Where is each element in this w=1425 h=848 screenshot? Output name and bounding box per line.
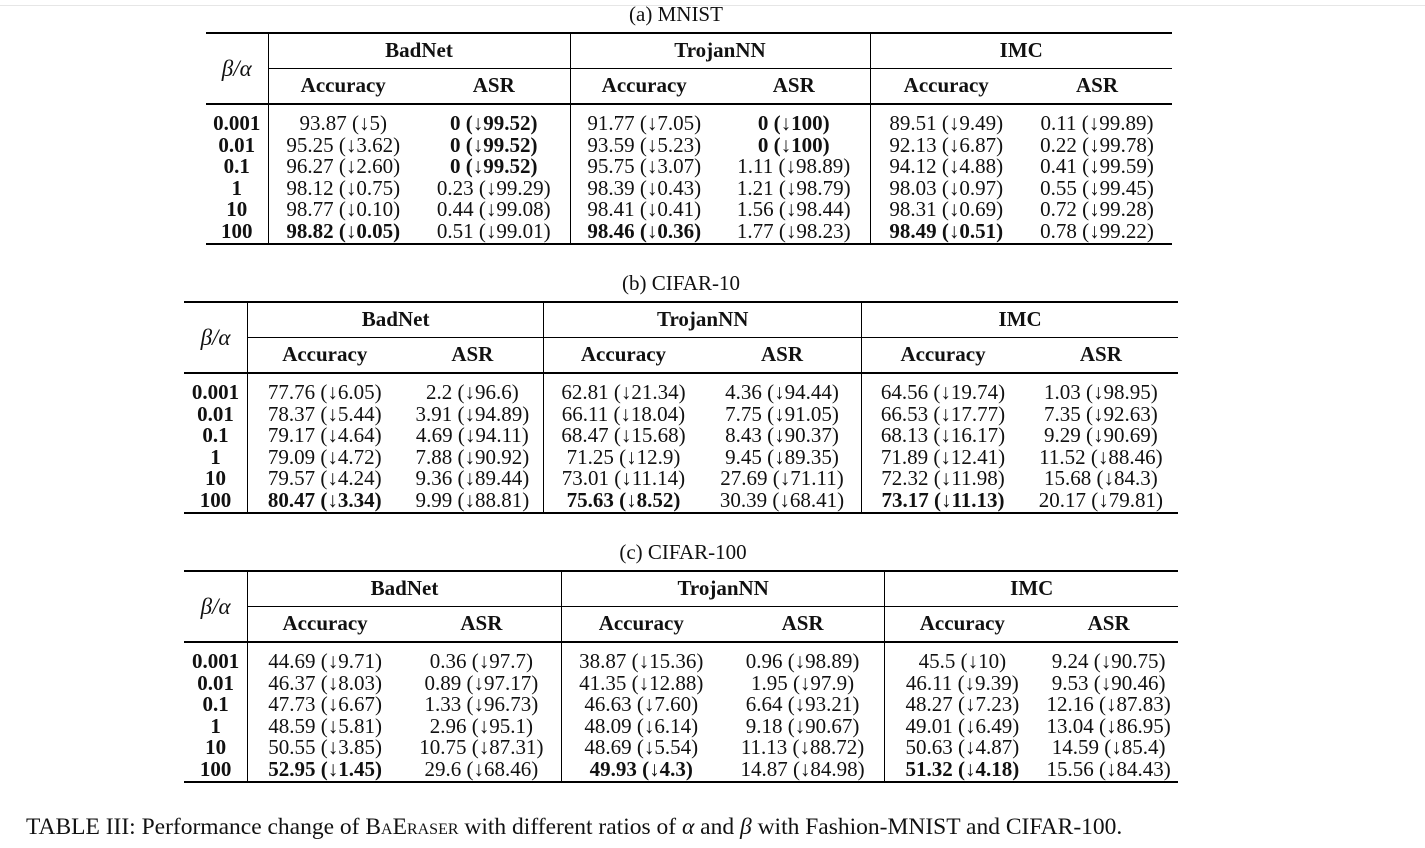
table-cell: 0 (↓100) (718, 135, 870, 157)
column-header: ASR (1022, 69, 1172, 105)
table-cell: 89.51 (↓9.49) (889, 111, 1004, 135)
table-row (184, 468, 1178, 490)
column-header-row (206, 69, 1172, 105)
row-label: 0.01 (206, 135, 268, 157)
row-label: 1 (206, 178, 268, 200)
group-header: IMC (870, 33, 1172, 69)
table-cell: 93.87 (↓5) (299, 111, 387, 135)
column-header: Accuracy (248, 607, 402, 643)
caption-beta: β (739, 814, 752, 840)
table-cell: 9.29 (↓90.69) (1044, 423, 1158, 448)
group-header: BadNet (268, 33, 570, 69)
table-cell: 98.49 (↓0.51) (870, 221, 1022, 244)
table-cell: 93.59 (↓5.23) (587, 132, 702, 157)
table-cell: 27.69 (↓71.11) (703, 468, 862, 490)
caption-method-name: BaEraser (365, 814, 459, 840)
column-header: ASR (721, 607, 885, 643)
table-cell: 7.88 (↓90.92) (401, 447, 543, 469)
results-table (206, 32, 1172, 245)
table-row (184, 651, 1178, 673)
table-row (184, 759, 1178, 782)
table-cell: 78.37 (↓5.44) (267, 401, 382, 426)
row-label: 100 (184, 490, 248, 513)
table-cell: 1.56 (↓98.44) (718, 199, 870, 221)
group-header: BadNet (248, 571, 562, 607)
table-row (184, 382, 1178, 404)
table-cell: 0 (↓99.52) (418, 135, 570, 157)
table-cell: 96.27 (↓2.60) (286, 154, 401, 179)
table-cell: 0 (↓99.52) (418, 113, 570, 135)
table-cell: 79.57 (↓4.24) (267, 466, 382, 491)
table-cell: 98.31 (↓0.69) (889, 197, 1004, 222)
row-label: 0.01 (184, 673, 248, 695)
row-label: 100 (206, 221, 268, 244)
row-label: 0.1 (206, 156, 268, 178)
table-cell: 77.76 (↓6.05) (267, 380, 382, 404)
table-row (184, 716, 1178, 738)
subtable-caption: (c) CIFAR-100 (619, 540, 747, 564)
table-cell: 0.96 (↓98.89) (721, 651, 885, 673)
column-header: ASR (1024, 338, 1178, 374)
table-cell: 0.41 (↓99.59) (1040, 154, 1154, 179)
table-cell: 2.2 (↓96.6) (401, 382, 543, 404)
column-header: ASR (402, 607, 561, 643)
group-header: BadNet (248, 302, 544, 338)
row-label: 0.1 (184, 694, 248, 716)
table-cell: 1.77 (↓98.23) (718, 221, 870, 244)
row-label: 10 (206, 199, 268, 221)
table-cell: 48.59 (↓5.81) (268, 713, 382, 738)
table-cell: 20.17 (↓79.81) (1024, 490, 1178, 513)
table-cell: 4.69 (↓94.11) (401, 425, 543, 447)
table-cell: 9.18 (↓90.67) (721, 716, 885, 738)
table-cell: 94.12 (↓4.88) (889, 154, 1004, 179)
table-cell: 14.87 (↓84.98) (721, 759, 885, 782)
row-label: 1 (184, 716, 248, 738)
column-header: ASR (418, 69, 570, 105)
results-table (184, 301, 1178, 514)
group-header: TrojanNN (570, 33, 870, 69)
table-row (206, 156, 1172, 178)
table-row (184, 673, 1178, 695)
column-header-row (184, 607, 1178, 643)
table-cell: 29.6 (↓68.46) (402, 759, 561, 782)
table-cell: 0.11 (↓99.89) (1040, 111, 1154, 135)
table-cell: 98.46 (↓0.36) (570, 221, 718, 244)
table-caption (26, 814, 1122, 841)
column-header: ASR (401, 338, 543, 374)
table-cell: 46.63 (↓7.60) (584, 692, 699, 717)
caption-prefix: TABLE III: Performance change of (26, 814, 366, 840)
caption-alpha: α (681, 814, 695, 840)
column-header: Accuracy (268, 69, 418, 105)
table-cell: 47.73 (↓6.67) (268, 692, 382, 717)
table-cell: 0.44 (↓99.08) (418, 199, 570, 221)
results-table (184, 570, 1178, 783)
table-cell: 11.52 (↓88.46) (1039, 444, 1163, 469)
table-cell: 12.16 (↓87.83) (1046, 692, 1171, 717)
table-cell: 66.53 (↓17.77) (880, 401, 1006, 426)
table-cell: 73.01 (↓11.14) (561, 466, 686, 491)
table-cell: 95.25 (↓3.62) (286, 132, 401, 157)
table-cell: 15.56 (↓84.43) (1039, 759, 1178, 782)
table-cell: 79.17 (↓4.64) (267, 423, 382, 448)
table-cell: 51.32 (↓4.18) (885, 759, 1039, 782)
table-row (184, 447, 1178, 469)
group-header: TrojanNN (544, 302, 862, 338)
table-cell: 3.91 (↓94.89) (401, 404, 543, 426)
table-cell: 49.93 (↓4.3) (561, 759, 720, 782)
table-cell: 71.25 (↓12.9) (566, 444, 681, 469)
row-label: 10 (184, 737, 248, 759)
table-cell: 6.64 (↓93.21) (721, 694, 885, 716)
table-cell: 0 (↓100) (718, 113, 870, 135)
table-cell: 48.09 (↓6.14) (584, 713, 699, 738)
column-header: ASR (718, 69, 870, 105)
table-cell: 1.33 (↓96.73) (402, 694, 561, 716)
table-cell: 10.75 (↓87.31) (402, 737, 561, 759)
table-cell: 9.45 (↓89.35) (703, 447, 862, 469)
table-cell: 95.75 (↓3.07) (587, 154, 702, 179)
column-header: Accuracy (885, 607, 1039, 643)
table-cell: 9.99 (↓88.81) (401, 490, 543, 513)
table-cell: 0.51 (↓99.01) (418, 221, 570, 244)
table-cell: 98.82 (↓0.05) (268, 221, 418, 244)
table-cell: 75.63 (↓8.52) (544, 490, 703, 513)
row-header-beta-alpha: β/α (184, 571, 248, 642)
table-cell: 9.36 (↓89.44) (401, 468, 543, 490)
subtable-caption: (b) CIFAR-10 (621, 271, 741, 295)
table-row (184, 425, 1178, 447)
table-cell: 1.21 (↓98.79) (718, 178, 870, 200)
table-cell: 1.11 (↓98.89) (718, 156, 870, 178)
group-header: IMC (862, 302, 1178, 338)
table-cell: 91.77 (↓7.05) (587, 111, 702, 135)
table-row (206, 199, 1172, 221)
table-cell: 80.47 (↓3.34) (248, 490, 402, 513)
table-row (184, 490, 1178, 513)
table-cell: 9.53 (↓90.46) (1051, 670, 1166, 695)
table-row (206, 135, 1172, 157)
group-header-row (184, 302, 1178, 338)
row-label: 0.001 (184, 382, 248, 404)
row-label: 1 (184, 447, 248, 469)
table-row (206, 113, 1172, 135)
table-cell: 0.89 (↓97.17) (402, 673, 561, 695)
row-label: 100 (184, 759, 248, 782)
column-header: ASR (703, 338, 862, 374)
table-cell: 50.55 (↓3.85) (268, 735, 382, 760)
group-header: IMC (885, 571, 1178, 607)
caption-suffix: with Fashion-MNIST and CIFAR-100. (751, 814, 1123, 840)
table-cell: 48.27 (↓7.23) (905, 692, 1020, 717)
table-cell: 92.13 (↓6.87) (889, 132, 1004, 157)
table-cell: 98.41 (↓0.41) (587, 197, 702, 222)
table-cell: 68.47 (↓15.68) (561, 423, 686, 448)
row-label: 0.1 (184, 425, 248, 447)
table-row (206, 221, 1172, 244)
column-header: Accuracy (870, 69, 1022, 105)
table-cell: 2.96 (↓95.1) (402, 716, 561, 738)
row-header-beta-alpha: β/α (184, 302, 248, 373)
column-header: Accuracy (248, 338, 402, 374)
table-cell: 46.37 (↓8.03) (268, 670, 382, 695)
table-cell: 52.95 (↓1.45) (248, 759, 402, 782)
table-cell: 73.17 (↓11.13) (862, 490, 1024, 513)
table-cell: 0.55 (↓99.45) (1040, 175, 1154, 200)
table-cell: 1.95 (↓97.9) (721, 673, 885, 695)
table-row (184, 404, 1178, 426)
group-header: TrojanNN (561, 571, 885, 607)
table-cell: 68.13 (↓16.17) (880, 423, 1006, 448)
table-cell: 98.12 (↓0.75) (286, 175, 401, 200)
subtable-caption: (a) MNIST (629, 2, 723, 26)
table-cell: 38.87 (↓15.36) (579, 649, 704, 673)
table-cell: 14.59 (↓85.4) (1051, 735, 1166, 760)
row-label: 10 (184, 468, 248, 490)
table-cell: 62.81 (↓21.34) (561, 380, 686, 404)
table-cell: 50.63 (↓4.87) (905, 735, 1020, 760)
caption-text-2: and (694, 814, 740, 840)
table-row (206, 178, 1172, 200)
table-cell: 71.89 (↓12.41) (880, 444, 1006, 469)
column-header: Accuracy (561, 607, 720, 643)
table-cell: 44.69 (↓9.71) (268, 649, 382, 673)
column-header: Accuracy (570, 69, 718, 105)
table-cell: 41.35 (↓12.88) (579, 670, 704, 695)
table-cell: 98.39 (↓0.43) (587, 175, 702, 200)
table-cell: 11.13 (↓88.72) (721, 737, 885, 759)
table-cell: 0.23 (↓99.29) (418, 178, 570, 200)
table-row (184, 737, 1178, 759)
table-cell: 0.78 (↓99.22) (1022, 221, 1172, 244)
table-cell: 8.43 (↓90.37) (703, 425, 862, 447)
row-label: 0.001 (184, 651, 248, 673)
row-label: 0.001 (206, 113, 268, 135)
column-header-row (184, 338, 1178, 374)
table-cell: 0.36 (↓97.7) (402, 651, 561, 673)
column-header: Accuracy (862, 338, 1024, 374)
table-cell: 66.11 (↓18.04) (561, 401, 686, 426)
table-cell: 0.72 (↓99.28) (1040, 197, 1154, 222)
table-cell: 64.56 (↓19.74) (880, 380, 1006, 404)
column-header: Accuracy (544, 338, 703, 374)
table-cell: 9.24 (↓90.75) (1051, 649, 1166, 673)
table-cell: 1.03 (↓98.95) (1044, 380, 1158, 404)
table-cell: 98.03 (↓0.97) (889, 175, 1004, 200)
table-cell: 49.01 (↓6.49) (905, 713, 1020, 738)
table-cell: 7.35 (↓92.63) (1044, 401, 1158, 426)
group-header-row (184, 571, 1178, 607)
caption-text-1: with different ratios of (458, 814, 682, 840)
table-cell: 13.04 (↓86.95) (1046, 713, 1171, 738)
table-cell: 98.77 (↓0.10) (286, 197, 401, 222)
table-cell: 4.36 (↓94.44) (703, 382, 862, 404)
row-label: 0.01 (184, 404, 248, 426)
table-cell: 72.32 (↓11.98) (881, 466, 1005, 491)
group-header-row (206, 33, 1172, 69)
table-cell: 48.69 (↓5.54) (584, 735, 699, 760)
row-header-beta-alpha: β/α (206, 33, 268, 104)
table-cell: 7.75 (↓91.05) (703, 404, 862, 426)
table-cell: 46.11 (↓9.39) (905, 670, 1019, 695)
table-cell: 15.68 (↓84.3) (1044, 466, 1158, 491)
table-cell: 45.5 (↓10) (918, 649, 1007, 673)
table-cell: 30.39 (↓68.41) (703, 490, 862, 513)
table-row (184, 694, 1178, 716)
column-header: ASR (1039, 607, 1178, 643)
table-cell: 79.09 (↓4.72) (267, 444, 382, 469)
table-cell: 0 (↓99.52) (418, 156, 570, 178)
table-cell: 0.22 (↓99.78) (1040, 132, 1154, 157)
